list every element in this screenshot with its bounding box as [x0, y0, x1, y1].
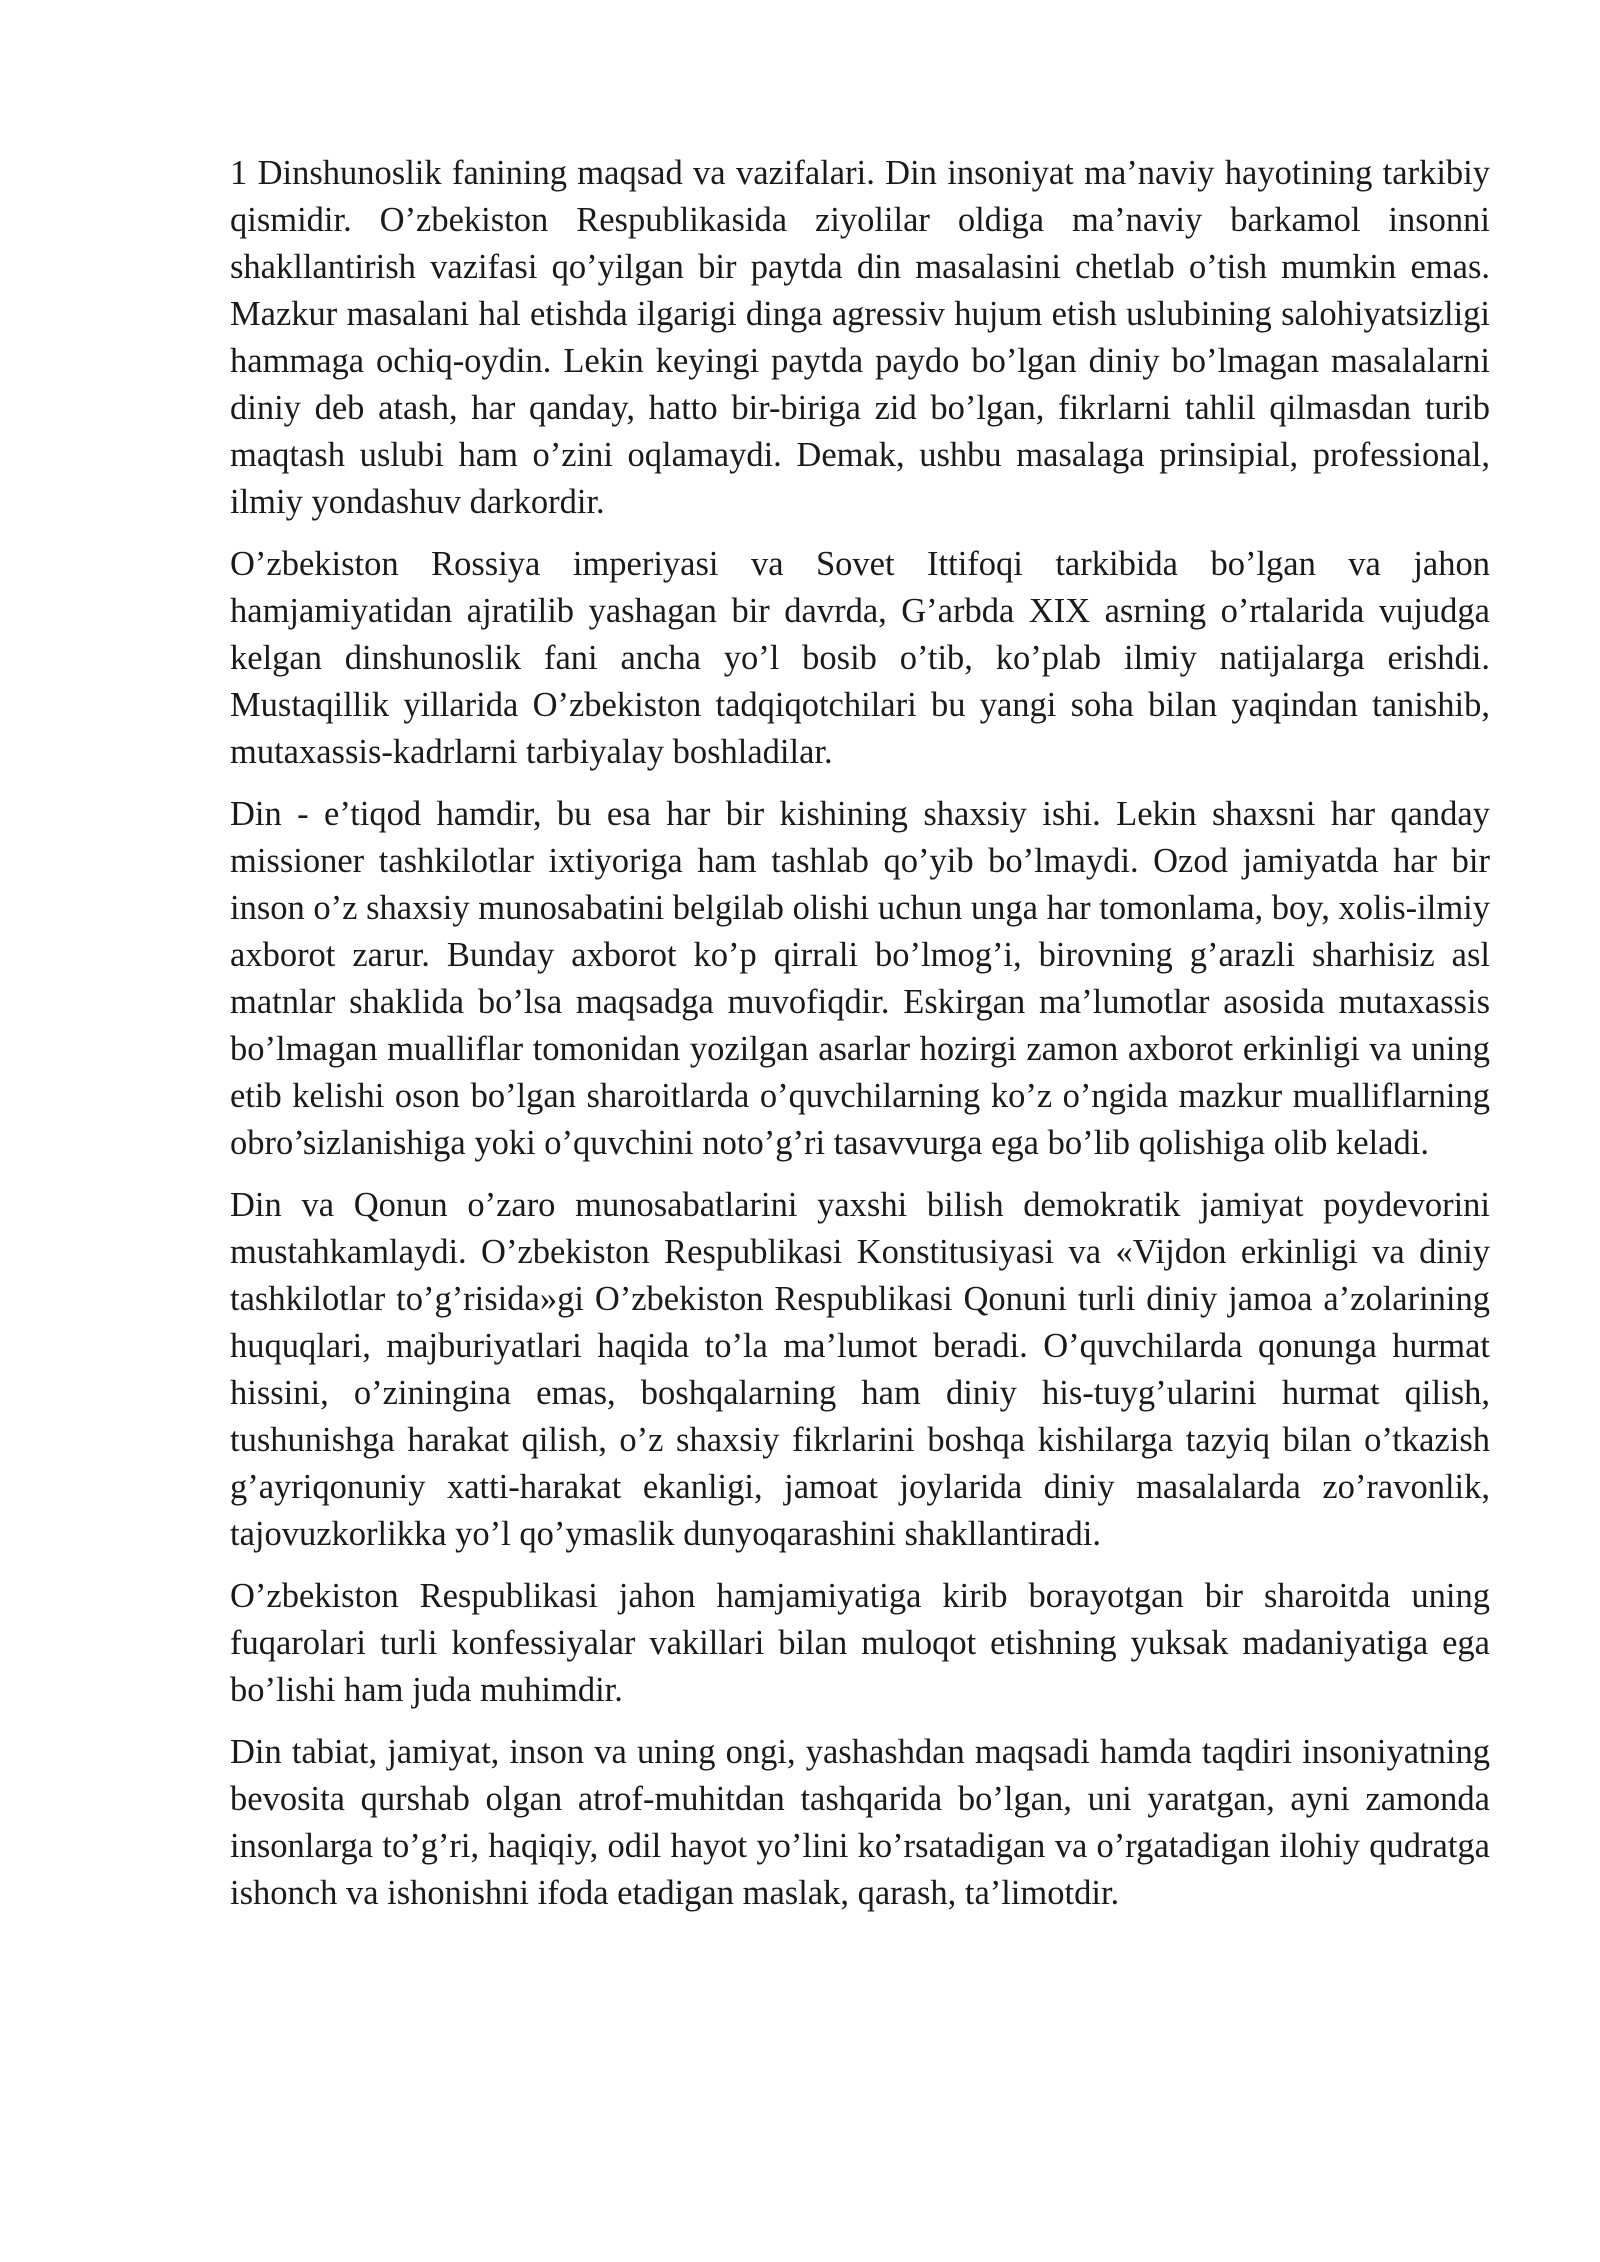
- paragraph-definition: Din tabiat, jamiyat, inson va uning ongi, yashashdan maqsadi hamda taqdiri insoniyatning bevosita qurshab olgan atrof-muhitdan tashqarida bo’lgan, uni yaratgan, ayni zamonda insonlarga to’g’ri, haqiqiy, odil hayot yo’lini ko’rsatadigan va o’rgatadigan ilohiy qudratga ishonch va ishonishni ifoda etadigan maslak, qarash, ta’limotdir.: [230, 1733, 1490, 1912]
- paragraph-belief: Din - e’tiqod hamdir, bu esa har bir kishining shaxsiy ishi. Lekin shaxsni har qanday missioner tashkilotlar ixtiyoriga ham tashlab qo’yib bo’lmaydi. Ozod jamiyatda har bir inson o’z shaxsiy munosabatini belgilab olishi uchun unga har tomonlama, boy, xolis-ilmiy axborot zarur. Bunday axborot ko’p qirrali bo’lmog’i, birovning g’arazli sharhisiz asl matnlar shaklida bo’lsa maqsadga muvofiqdir. Eskirgan ma’lumotlar asosida mutaxassis bo’lmagan mualliflar tomonidan yozilgan asarlar hozirgi zamon axborot erkinligi va uning etib kelishi oson bo’lgan sharoitlarda o’quvchilarning ko’z o’ngida mazkur mualliflarning obro’sizlanishiga yoki o’quvchini noto’g’ri tasavvurga ega bo’lib qolishiga olib keladi.: [230, 795, 1490, 1162]
- paragraph-law: Din va Qonun o’zaro munosabatlarini yaxshi bilish demokratik jamiyat poydevorini mustahkamlaydi. O’zbekiston Respublikasi Konstitusiyasi va «Vijdon erkinligi va diniy tashkilotlar to’g’risida»gi O’zbekiston Respublikasi Qonuni turli diniy jamoa a’zolarining huquqlari, majburiyatlari haqida to’la ma’lumot beradi. O’quvchilarda qonunga hurmat hissini, o’ziningina emas, boshqalarning ham diniy his-tuyg’ularini hurmat qilish, tushunishga harakat qilish, o’z shaxsiy fikrlarini boshqa kishilarga tazyiq bilan o’tkazish g’ayriqonuniy xatti-harakat ekanligi, jamoat joylarida diniy masalalarda zo’ravonlik, tajovuzkorlikka yo’l qo’ymaslik dunyoqarashini shakllantiradi.: [230, 1186, 1490, 1553]
- paragraph-intro: 1 Dinshunoslik fanining maqsad va vazifalari. Din insoniyat ma’naviy hayotining tarkibiy qismidir. O’zbekiston Respublikasida ziyolilar oldiga ma’naviy barkamol insonni shakllantirish vazifasi qo’yilgan bir paytda din masalasini chetlab o’tish mumkin emas. Mazkur masalani hal etishda ilgarigi dinga agressiv hujum etish uslubining salohiyatsizligi hammaga ochiq-oydin. Lekin keyingi paytda paydo bo’lgan diniy bo’lmagan masalalarni diniy deb atash, har qanday, hatto bir-biriga zid bo’lgan, fikrlarni tahlil qilmasdan turib maqtash uslubi ham o’zini oqlamaydi. Demak, ushbu masalaga prinsipial, professional, ilmiy yondashuv darkordir.: [230, 154, 1490, 521]
- document-page: [230, 150, 1490, 1932]
- paragraph-dialogue: O’zbekiston Respublikasi jahon hamjamiyatiga kirib borayotgan bir sharoitda uning fuqarolari turli konfessiyalar vakillari bilan muloqot etishning yuksak madaniyatiga ega bo’lishi ham juda muhimdir.: [230, 1577, 1490, 1709]
- paragraph-history: O’zbekiston Rossiya imperiyasi va Sovet Ittifoqi tarkibida bo’lgan va jahon hamjamiyatidan ajratilib yashagan bir davrda, G’arbda XIX asrning o’rtalarida vujudga kelgan dinshunoslik fani ancha yo’l bosib o’tib, ko’plab ilmiy natijalarga erishdi. Mustaqillik yillarida O’zbekiston tadqiqotchilari bu yangi soha bilan yaqindan tanishib, mutaxassis-kadrlarni tarbiyalay boshladilar.: [230, 545, 1490, 771]
